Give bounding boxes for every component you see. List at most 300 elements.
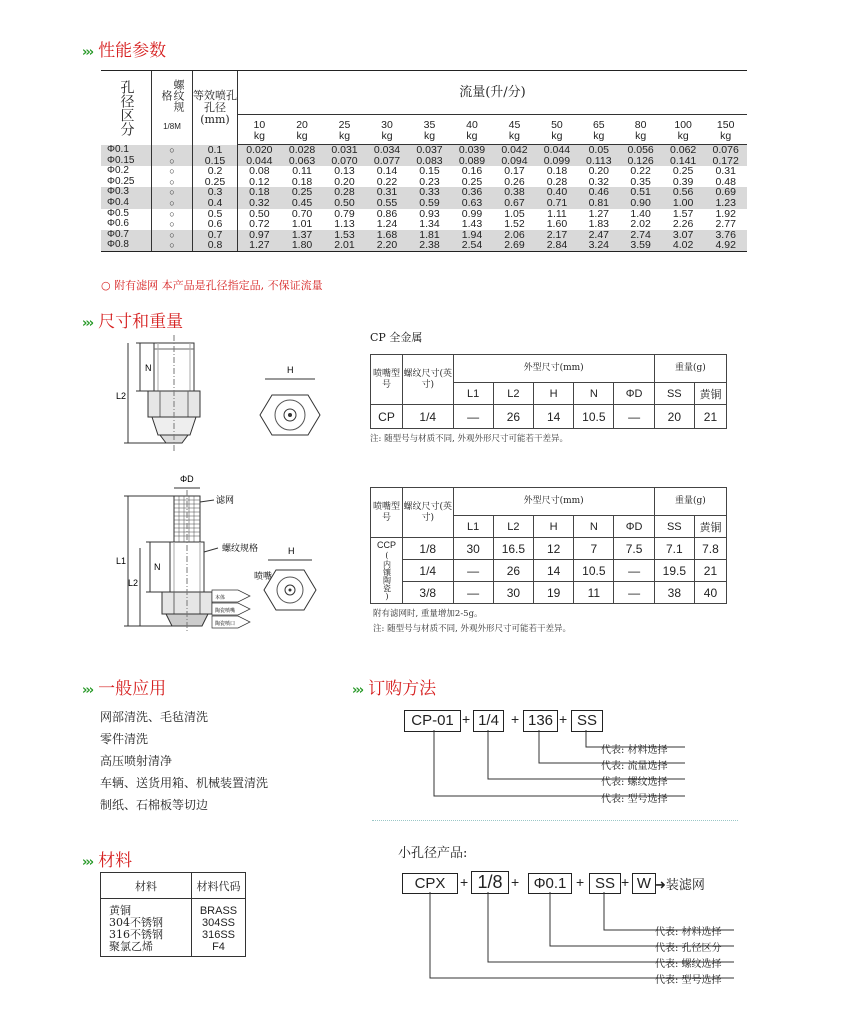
ccp-nozzle-drawing <box>100 470 340 635</box>
orifice-cell: Φ0.1 <box>101 145 152 156</box>
section-title-application: ››› 一般应用 <box>82 679 167 699</box>
pressure-label: 150 kg <box>716 119 735 142</box>
thread-mark-cell: ○ <box>152 187 193 198</box>
order2-part-orifice: Φ0.1 <box>528 873 572 894</box>
cp-cell-ss: 20 <box>654 405 694 429</box>
cp-cell-brass: 21 <box>694 405 726 429</box>
section-title-ordering: ››› 订购方法 <box>352 679 437 699</box>
flow-cell: 0.25 <box>672 165 694 178</box>
cp-subheader: 黄铜 <box>694 383 726 405</box>
perf-h-orifice: 孔径区分 <box>101 71 152 145</box>
flow-cell: 1.52 <box>504 218 525 231</box>
orifice-cell: Φ0.25 <box>107 175 135 187</box>
table-row <box>101 198 747 209</box>
flow-cell: 0.094 <box>493 156 535 167</box>
flow-cell: 2.02 <box>630 218 651 231</box>
ccp-h-weight: 重量(g) <box>654 488 726 516</box>
flow-cell: 0.38 <box>493 187 535 198</box>
table-row <box>101 240 747 251</box>
material-codes <box>192 899 246 957</box>
orifice-cell: Φ0.3 <box>101 187 152 198</box>
flow-cell: 2.47 <box>578 230 619 241</box>
material-code: 304SS <box>201 917 236 929</box>
ccp-cell-ss: 38 <box>654 582 694 604</box>
ccp-cell-h: 19 <box>534 582 574 604</box>
ccp-cell-ss: 7.1 <box>654 538 694 560</box>
ccp-cell-d: — <box>614 582 654 604</box>
cp-subheader: N <box>574 383 614 405</box>
flow-cell: 0.099 <box>536 156 578 167</box>
thread-mark-cell: ○ <box>152 145 193 156</box>
order1-part-flow: 136 <box>523 710 558 732</box>
ccp-cell-h: 14 <box>534 560 574 582</box>
equiv-cell: 0.1 <box>193 145 238 156</box>
chevron-right-icon: ››› <box>82 855 93 870</box>
dotted-divider <box>372 820 738 821</box>
flow-cell: 0.32 <box>588 175 610 188</box>
flow-cell: 1.11 <box>547 207 567 220</box>
flow-cell: 0.18 <box>291 175 313 188</box>
flow-cell: 0.67 <box>493 198 535 209</box>
ccp-cell-n: 7 <box>574 538 614 560</box>
flow-cell: 0.90 <box>619 198 661 209</box>
flow-cell: 0.18 <box>546 165 568 178</box>
order2-plus: + <box>621 874 630 890</box>
flow-cell: 0.12 <box>238 177 281 188</box>
flow-cell: 1.80 <box>281 240 323 251</box>
flow-cell: 4.92 <box>704 240 747 251</box>
flow-cell: 1.24 <box>376 218 398 231</box>
flow-cell: 0.16 <box>461 165 483 178</box>
flow-cell: 0.50 <box>238 209 281 220</box>
list-item: 网部清洗、毛毡清洗 <box>100 710 209 724</box>
flow-cell: 0.81 <box>578 198 619 209</box>
cp-subheader: H <box>534 383 574 405</box>
flow-cell: 0.14 <box>376 165 398 178</box>
ccp-cell-l1: — <box>453 560 493 582</box>
perf-h-pressure <box>408 115 450 145</box>
flow-cell: 0.55 <box>366 198 408 209</box>
flow-cell: 0.56 <box>662 187 704 198</box>
ccp-h-dims: 外型尺寸(mm) <box>453 488 654 516</box>
flow-cell: 0.028 <box>281 145 323 156</box>
flow-cell: 0.31 <box>715 165 736 178</box>
flow-cell: 0.031 <box>323 145 365 156</box>
performance-footnote: ○ 附有滤网 本产品是孔径指定品, 不保证流量 <box>101 279 323 292</box>
table-row <box>371 560 727 582</box>
cp-h-dims: 外型尺寸(mm) <box>453 355 654 383</box>
flow-cell: 0.25 <box>281 187 323 198</box>
order2-title: 小孔径产品: <box>398 846 468 861</box>
flow-cell: 3.59 <box>619 240 661 251</box>
perf-h-pressure <box>238 115 281 145</box>
order1-part-model: CP-01 <box>404 710 461 732</box>
flow-cell: 0.33 <box>408 187 450 198</box>
ccp-model-cell <box>371 538 403 604</box>
material-name: 316不锈钢 <box>109 928 163 941</box>
cp-cell-l2: 26 <box>493 405 533 429</box>
flow-cell: 0.45 <box>281 198 323 209</box>
flow-cell: 0.48 <box>715 175 736 188</box>
order1-plus: + <box>511 711 520 727</box>
equiv-cell: 0.15 <box>193 156 238 167</box>
chevron-right-icon: ››› <box>82 316 93 331</box>
ccp-cell-thread: 3/8 <box>402 582 453 604</box>
material-h-material: 材料 <box>101 873 192 899</box>
ccp-spec-table <box>370 487 727 604</box>
pressure-label: 10 kg <box>253 119 266 142</box>
table-row <box>101 145 747 156</box>
performance-table <box>101 70 747 252</box>
flow-cell: 0.28 <box>546 175 568 188</box>
ccp-cell-d: — <box>614 560 654 582</box>
flow-cell: 0.22 <box>376 175 398 188</box>
flow-cell: 0.69 <box>704 187 747 198</box>
flow-cell: 0.141 <box>662 156 704 167</box>
ccp-dim-label-l1: L1 <box>116 556 127 566</box>
flow-cell: 1.68 <box>366 230 408 241</box>
flow-cell: 1.34 <box>419 218 440 231</box>
order2-part-thread: 1/8 <box>471 871 509 894</box>
perf-h-pressure <box>578 115 619 145</box>
flow-cell: 2.84 <box>536 240 578 251</box>
cp-table-caption: CP 全金属 <box>370 331 423 344</box>
table-row <box>371 582 727 604</box>
equiv-cell: 0.2 <box>193 166 238 177</box>
order2-plus: + <box>576 874 585 890</box>
perf-h-thread-label: 螺纹规格 <box>160 78 185 112</box>
cp-h-weight: 重量(g) <box>654 355 726 383</box>
equiv-cell: 0.5 <box>193 209 238 220</box>
flow-cell: 0.86 <box>376 207 398 220</box>
cp-h-thread: 螺纹尺寸(英寸) <box>402 355 453 405</box>
flow-cell: 0.59 <box>408 198 450 209</box>
ccp-cell-l2: 26 <box>493 560 533 582</box>
orifice-cell: Φ0.7 <box>101 230 152 241</box>
material-table <box>100 872 246 957</box>
flow-cell: 4.02 <box>662 240 704 251</box>
flow-cell: 0.08 <box>238 166 281 177</box>
ccp-h-thread: 螺纹尺寸(英寸) <box>402 488 453 538</box>
orifice-cell: Φ0.8 <box>101 240 152 251</box>
ccp-subheader: H <box>534 516 574 538</box>
flow-cell: 1.13 <box>334 218 355 231</box>
pressure-label: 65 kg <box>592 119 605 142</box>
pressure-label: 100 kg <box>674 119 692 142</box>
ccp-cell-ss: 19.5 <box>654 560 694 582</box>
order2-legend-orifice: 代表: 孔径区分 <box>655 943 722 954</box>
dim-label-d: ΦD <box>180 474 194 484</box>
flow-cell: 1.27 <box>238 240 281 251</box>
perf-h-pressure <box>493 115 535 145</box>
order2-legend-model: 代表: 型号选择 <box>655 975 722 986</box>
cp-subheader: SS <box>654 383 694 405</box>
cp-subheader: L1 <box>453 383 493 405</box>
ccp-note1: 附有滤网时, 重量增加2-5g。 <box>373 609 483 619</box>
flow-cell: 0.31 <box>366 187 408 198</box>
flow-cell: 0.044 <box>536 145 578 156</box>
perf-h-pressure <box>619 115 661 145</box>
cp-spec-table <box>370 354 727 429</box>
material-name: 黄铜 <box>109 904 131 917</box>
cp-cell-model: CP <box>371 405 403 429</box>
section-title-performance: ››› 性能参数 <box>82 41 167 61</box>
order2-legend-thread: 代表: 螺纹选择 <box>655 959 722 970</box>
equiv-cell: 0.8 <box>193 240 238 251</box>
order1-legend-model: 代表: 型号选择 <box>601 794 668 805</box>
perf-h-pressure <box>704 115 747 145</box>
order2-part-model: CPX <box>402 873 458 894</box>
flow-cell: 0.79 <box>334 207 355 220</box>
order2-part-material: SS <box>589 873 621 894</box>
section-title-dimensions: ››› 尺寸和重量 <box>82 312 184 332</box>
material-names <box>101 899 192 957</box>
arrow-right-icon: ➜ <box>655 878 666 893</box>
flow-cell: 0.35 <box>630 175 651 188</box>
flow-cell: 2.54 <box>451 240 493 251</box>
ccp-cell-n: 10.5 <box>574 560 614 582</box>
flow-cell: 1.43 <box>461 218 483 231</box>
flow-cell: 0.070 <box>323 156 365 167</box>
flow-cell: 2.69 <box>493 240 535 251</box>
tag-ceramic-orifice: 陶瓷喷口 <box>215 621 236 627</box>
flow-cell: 0.93 <box>419 207 440 220</box>
ccp-cell-thread: 1/4 <box>402 560 453 582</box>
material-code: F4 <box>212 941 225 953</box>
ccp-cell-brass: 21 <box>694 560 726 582</box>
flow-cell: 1.94 <box>451 230 493 241</box>
flow-cell: 0.72 <box>238 219 281 230</box>
order1-plus: + <box>559 711 568 727</box>
ccp-subheader: SS <box>654 516 694 538</box>
flow-cell: 0.28 <box>323 187 365 198</box>
order2-part-filter: W <box>632 873 656 894</box>
list-item: 车辆、送货用箱、机械装置清洗 <box>100 776 269 790</box>
flow-cell: 0.20 <box>334 175 355 188</box>
equiv-cell: 0.7 <box>193 230 238 241</box>
flow-cell: 0.23 <box>419 175 440 188</box>
flow-cell: 1.37 <box>281 230 323 241</box>
pressure-label: 80 kg <box>634 119 647 142</box>
ccp-cell-thread: 1/8 <box>402 538 453 560</box>
flow-cell: 1.81 <box>408 230 450 241</box>
thread-mark-cell: ○ <box>152 209 193 220</box>
equiv-cell: 0.4 <box>193 198 238 209</box>
cp-cell-thread: 1/4 <box>402 405 453 429</box>
flow-cell: 1.05 <box>504 207 525 220</box>
flow-cell: 1.40 <box>630 207 651 220</box>
perf-h-pressure <box>451 115 493 145</box>
flow-cell: 3.76 <box>704 230 747 241</box>
equiv-cell: 0.25 <box>193 177 238 188</box>
ccp-dim-label-l2: L2 <box>128 578 139 588</box>
flow-cell: 2.38 <box>408 240 450 251</box>
material-code: 316SS <box>201 929 236 941</box>
table-row <box>371 538 727 560</box>
flow-cell: 1.23 <box>704 198 747 209</box>
thread-mark-cell: ○ <box>152 230 193 241</box>
flow-cell: 0.089 <box>451 156 493 167</box>
perf-h-pressure <box>323 115 365 145</box>
flow-cell: 0.39 <box>672 175 694 188</box>
orifice-cell: Φ0.15 <box>101 156 152 167</box>
material-name: 304不锈钢 <box>109 916 163 929</box>
list-item: 高压喷射清净 <box>100 754 173 768</box>
list-item: 零件清洗 <box>100 732 149 746</box>
flow-cell: 0.36 <box>451 187 493 198</box>
flow-cell: 0.05 <box>578 145 619 156</box>
ccp-dim-label-h: H <box>288 546 295 556</box>
flow-cell: 2.17 <box>536 230 578 241</box>
material-name: 聚氯乙烯 <box>109 940 153 953</box>
perf-h-pressure <box>662 115 704 145</box>
order1-legend-material: 代表: 材料选择 <box>601 745 668 756</box>
flow-cell: 0.51 <box>619 187 661 198</box>
dim-label-l2: L2 <box>116 391 127 401</box>
equiv-cell: 0.6 <box>193 219 238 230</box>
ccp-subheader: 黄铜 <box>694 516 726 538</box>
flow-cell: 0.11 <box>292 165 312 178</box>
tag-ceramic-nozzle: 陶瓷喷嘴 <box>215 608 236 614</box>
flow-cell: 0.042 <box>493 145 535 156</box>
order2-plus: + <box>460 874 469 890</box>
ccp-cell-l2: 30 <box>493 582 533 604</box>
ccp-cell-l1: 30 <box>453 538 493 560</box>
flow-cell: 1.92 <box>715 207 736 220</box>
flow-cell: 0.020 <box>238 145 281 156</box>
perf-h-pressure <box>281 115 323 145</box>
ccp-h-model: 喷嘴型号 <box>371 488 403 538</box>
label-filter: 滤网 <box>216 495 235 505</box>
pressure-label: 30 kg <box>381 119 393 142</box>
equiv-cell: 0.3 <box>193 187 238 198</box>
list-item: 制纸、石棉板等切边 <box>100 798 209 812</box>
flow-cell: 0.037 <box>408 145 450 156</box>
order1-legend-thread: 代表: 螺纹选择 <box>601 777 668 788</box>
flow-cell: 0.70 <box>291 207 313 220</box>
ccp-subheader: L1 <box>453 516 493 538</box>
flow-cell: 2.77 <box>715 218 736 231</box>
order1-part-material: SS <box>571 710 603 732</box>
cp-cell-l1: — <box>453 405 493 429</box>
chevron-right-icon: ››› <box>82 683 93 698</box>
flow-cell: 0.113 <box>578 156 619 167</box>
dim-label-h: H <box>287 365 294 375</box>
pressure-label: 20 kg <box>296 119 308 142</box>
pressure-label: 40 kg <box>466 119 478 142</box>
ccp-cell-l2: 16.5 <box>493 538 533 560</box>
flow-cell: 0.22 <box>630 165 651 178</box>
ccp-note2: 注: 随型号与材质不同, 外观外形尺寸可能若干差异。 <box>373 624 571 634</box>
ccp-cell-n: 11 <box>574 582 614 604</box>
flow-cell: 0.71 <box>536 198 578 209</box>
flow-cell: 0.034 <box>366 145 408 156</box>
ccp-dim-label-n: N <box>154 562 161 572</box>
cp-h-model: 喷嘴型号 <box>371 355 403 405</box>
flow-cell: 0.50 <box>323 198 365 209</box>
perf-h-flow: 流量(升/分) <box>238 71 748 115</box>
flow-cell: 0.039 <box>451 145 493 156</box>
ccp-model-sub: (内镶陶瓷) <box>382 551 392 601</box>
flow-cell: 0.172 <box>704 156 747 167</box>
flow-cell: 1.01 <box>291 218 313 231</box>
cp-subheader: ΦD <box>614 383 654 405</box>
flow-cell: 0.063 <box>281 156 323 167</box>
flow-cell: 2.01 <box>323 240 365 251</box>
section-title-material: ››› 材料 <box>82 851 133 871</box>
ccp-subheader: L2 <box>493 516 533 538</box>
label-nozzle: 喷嘴 <box>254 571 273 581</box>
flow-cell: 0.044 <box>238 156 281 167</box>
orifice-cell: Φ0.4 <box>101 198 152 209</box>
flow-cell: 0.126 <box>619 156 661 167</box>
thread-mark-cell: ○ <box>152 240 193 251</box>
order2-suffix: ➜装滤网 <box>655 878 705 893</box>
cp-subheader: L2 <box>493 383 533 405</box>
cp-cell-h: 14 <box>534 405 574 429</box>
thread-mark-cell: ○ <box>152 156 193 167</box>
flow-cell: 0.076 <box>704 145 747 156</box>
chevron-right-icon: ››› <box>352 683 363 698</box>
flow-cell: 3.07 <box>662 230 704 241</box>
thread-mark-cell: ○ <box>152 166 193 177</box>
flow-cell: 0.99 <box>461 207 483 220</box>
ccp-subheader: N <box>574 516 614 538</box>
flow-cell: 0.062 <box>662 145 704 156</box>
perf-h-thread-size: 1/8M <box>163 122 181 131</box>
flow-cell: 2.20 <box>366 240 408 251</box>
flow-cell: 0.25 <box>461 175 483 188</box>
flow-cell: 0.083 <box>408 156 450 167</box>
flow-cell: 0.15 <box>419 165 440 178</box>
ccp-cell-brass: 40 <box>694 582 726 604</box>
pressure-label: 35 kg <box>423 119 436 142</box>
order2-legend-material: 代表: 材料选择 <box>655 927 722 938</box>
flow-cell: 0.26 <box>504 175 525 188</box>
flow-cell: 0.40 <box>536 187 578 198</box>
order2-plus: + <box>511 874 520 890</box>
perf-h-thread <box>152 71 193 145</box>
thread-mark-cell: ○ <box>152 198 193 209</box>
flow-cell: 0.63 <box>451 198 493 209</box>
material-code: BRASS <box>199 905 238 917</box>
ccp-cell-h: 12 <box>534 538 574 560</box>
flow-cell: 0.46 <box>578 187 619 198</box>
flow-cell: 2.06 <box>493 230 535 241</box>
cp-cell-n: 10.5 <box>574 405 614 429</box>
flow-cell: 2.26 <box>672 218 694 231</box>
chevron-right-icon: ››› <box>82 45 93 60</box>
flow-cell: 1.00 <box>662 198 704 209</box>
pressure-label: 25 kg <box>338 119 351 142</box>
perf-h-equiv: 等效喷孔孔径(mm) <box>193 71 238 145</box>
flow-cell: 1.53 <box>323 230 365 241</box>
flow-cell: 0.97 <box>238 230 281 241</box>
pressure-label: 45 kg <box>508 119 521 142</box>
cp-nozzle-drawing <box>100 335 340 460</box>
dim-label-n: N <box>145 363 152 373</box>
order1-part-thread: 1/4 <box>473 710 504 732</box>
flow-cell: 1.83 <box>588 218 610 231</box>
perf-h-pressure <box>536 115 578 145</box>
flow-cell: 2.74 <box>619 230 661 241</box>
orifice-cell: Φ0.6 <box>107 218 129 230</box>
flow-cell: 1.60 <box>546 218 568 231</box>
ccp-subheader: ΦD <box>614 516 654 538</box>
flow-cell: 3.24 <box>578 240 619 251</box>
flow-cell: 0.17 <box>504 165 525 178</box>
material-h-code: 材料代码 <box>192 873 246 899</box>
